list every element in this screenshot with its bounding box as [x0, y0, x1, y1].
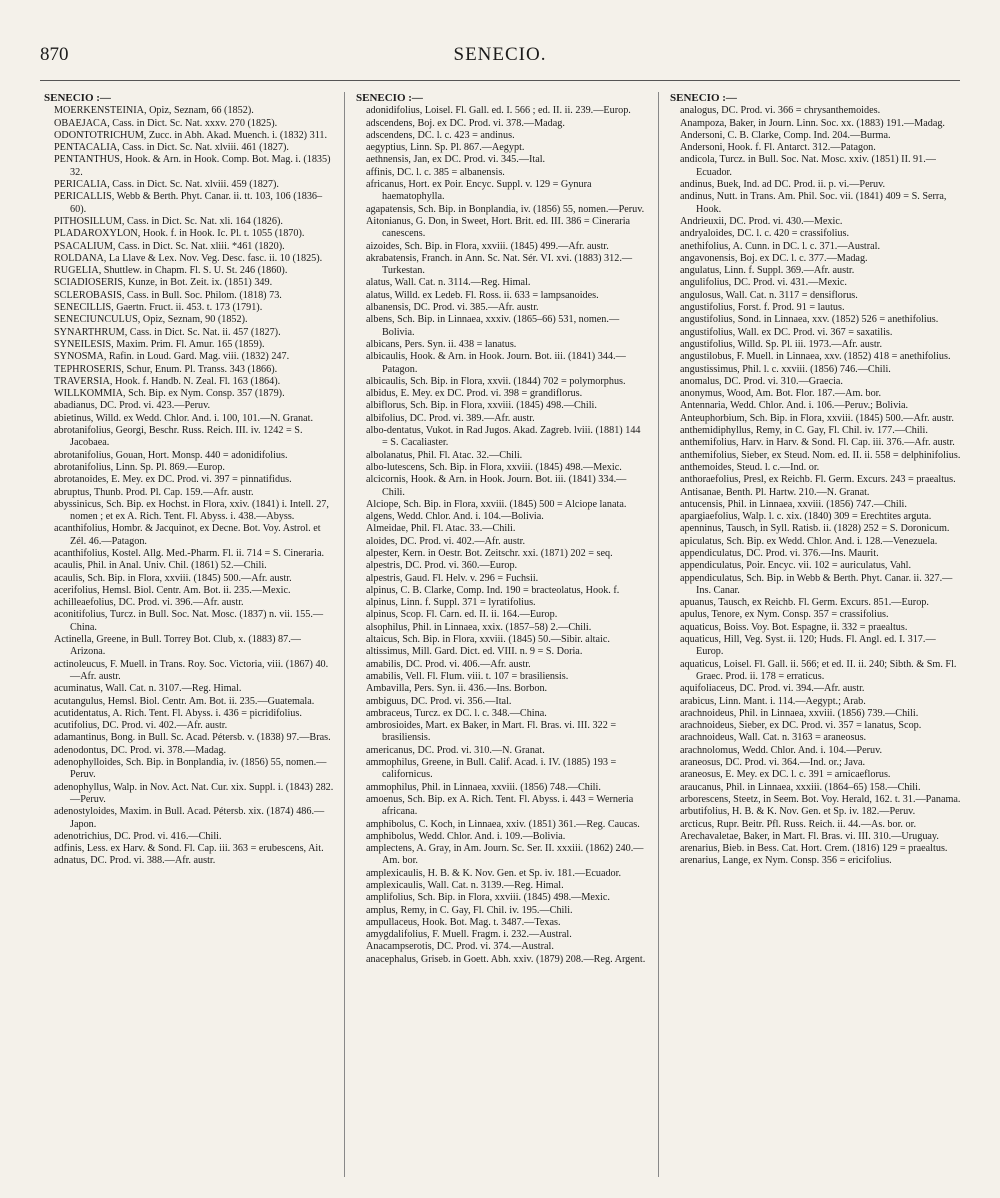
index-entry: Almeidae, Phil. Fl. Atac. 33.—Chili.: [366, 523, 516, 535]
index-entry: Antennaria, Wedd. Chlor. And. i. 106.—Peruv.; Bolivia.: [680, 400, 909, 412]
index-entry: Actinella, Greene, in Bull. Torrey Bot. Club, x. (1883) 87.—Arizona.: [54, 634, 301, 658]
index-entry: arborescens, Steetz, in Seem. Bot. Voy. Herald, 162. t. 31.—Panama.: [680, 793, 961, 805]
index-entry: algens, Wedd. Chlor. And. i. 104.—Bolivia.: [366, 511, 544, 523]
index-entry: adfinis, Less. ex Harv. & Sond. Fl. Cap. iii. 363 = erubescens, Ait.: [54, 843, 324, 855]
index-entry: amygdalifolius, F. Muell. Fragm. i. 232.—Austral.: [366, 929, 572, 941]
index-entry: TEPHROSERIS, Schur, Enum. Pl. Transs. 343 (1866).: [54, 363, 278, 375]
index-entry: RUGELIA, Shuttlew. in Chapm. Fl. S. U. St. 246 (1860).: [54, 265, 288, 277]
index-entry: andinus, Nutt. in Trans. Am. Phil. Soc. vii. (1841) 409 = S. Serra, Hook.: [680, 191, 947, 215]
index-entry: PITHOSILLUM, Cass. in Dict. Sc. Nat. xli. 164 (1826).: [54, 215, 283, 227]
index-entry: SCIADIOSERIS, Kunze, in Bot. Zeit. ix. (1851) 349.: [54, 277, 273, 289]
index-entry: appendiculatus, Sch. Bip. in Webb & Berth. Phyt. Canar. ii. 327.—Ins. Canar.: [680, 572, 953, 596]
index-entry: aquifoliaceus, DC. Prod. vi. 394.—Afr. austr.: [680, 683, 865, 695]
index-entry: ampullaceus, Hook. Bot. Mag. t. 3487.—Texas.: [366, 916, 561, 928]
index-entry: angustilobus, F. Muell. in Linnaea, xxv. (1852) 418 = anethifolius.: [680, 351, 951, 363]
index-entry: adamantinus, Bong. in Bull. Sc. Acad. Pétersb. v. (1838) 97.—Bras.: [54, 732, 331, 744]
index-entry: angustifolius, Forst. f. Prod. 91 = lautus.: [680, 302, 845, 314]
index-entry: amplexicaulis, Wall. Cat. n. 3139.—Reg. Himal.: [366, 880, 564, 891]
index-entry: Ambavilla, Pers. Syn. ii. 436.—Ins. Borbon.: [366, 683, 548, 695]
index-entry: abrotanifolius, Georgi, Beschr. Russ. Reich. III. iv. 1242 = S. Jacobaea.: [54, 425, 303, 449]
index-entry: Arechavaletae, Baker, in Mart. Fl. Bras. vi. III. 310.—Uruguay.: [680, 830, 939, 842]
index-entry: adscendens, DC. l. c. 423 = andinus.: [366, 129, 515, 141]
index-entry: albo-dentatus, Vukot. in Rad Jugos. Akad. Zagreb. lviii. (1881) 144 = S. Cacaliaster.: [366, 425, 641, 449]
index-entry: Anteuphorbium, Sch. Bip. in Flora, xxviii. (1845) 500.—Afr. austr.: [680, 412, 954, 424]
index-entry: SCLEROBASIS, Cass. in Bull. Soc. Philom. (1818) 73.: [54, 289, 282, 301]
index-entry: ambiguus, DC. Prod. vi. 356.—Ital.: [366, 695, 512, 707]
index-entry: abyssinicus, Sch. Bip. ex Hochst. in Flora, xxiv. (1841) i. Intell. 27, nomen ; et ex A. Rich. Tent. Fl. Abyss. i. 438.—Abyss.: [54, 498, 329, 523]
index-entry: anacephalus, Griseb. in Goett. Abh. xxiv. (1879) 208.—Reg. Argent.: [366, 953, 646, 965]
index-entry: PERICALLIS, Webb & Berth. Phyt. Canar. ii. tt. 103, 106 (1836–60).: [54, 191, 323, 215]
index-entry: araucanus, Phil. in Linnaea, xxxiii. (1864–65) 158.—Chili.: [680, 781, 921, 793]
index-entry: acutidentatus, A. Rich. Tent. Fl. Abyss. i. 436 = picridifolius.: [54, 707, 302, 719]
index-entry: abietinus, Willd. ex Wedd. Chlor. And. i. 100, 101.—N. Granat.: [54, 412, 313, 424]
index-entry: arenarius, Lange, ex Nym. Consp. 356 = ericifolius.: [680, 855, 892, 867]
header-rule: [40, 80, 960, 81]
index-entry: aconitifolius, Turcz. in Bull. Soc. Nat. Mosc. (1837) n. vii. 155.—China.: [54, 609, 324, 633]
index-entry: adenophylloides, Sch. Bip. in Bonplandia, iv. (1856) 55, nomen.—Peruv.: [54, 757, 327, 781]
index-entry: abadianus, DC. Prod. vi. 423.—Peruv.: [54, 400, 211, 412]
index-entry: PENTANTHUS, Hook. & Arn. in Hook. Comp. Bot. Mag. i. (1835) 32.: [54, 154, 331, 178]
index-entry: amphibolus, C. Koch, in Linnaea, xxiv. (1851) 361.—Reg. Caucas.: [366, 818, 640, 830]
index-entry: arbutifolius, H. B. & K. Nov. Gen. et Sp. iv. 182.—Peruv.: [680, 806, 916, 818]
index-entry: arachnoideus, Phil. in Linnaea, xxviii. (1856) 739.—Chili.: [680, 707, 919, 719]
index-entry: albifolius, DC. Prod. vi. 389.—Afr. austr.: [366, 412, 535, 424]
index-entry: anthemoides, Steud. l. c.—Ind. or.: [680, 461, 820, 473]
index-entry: apargiaefolius, Walp. l. c. xix. (1840) 309 = Erechtites arguta.: [680, 511, 932, 523]
index-entry: apulus, Tenore, ex Nym. Consp. 357 = crassifolius.: [680, 609, 889, 621]
index-entry: alcicornis, Hook. & Arn. in Hook. Journ. Bot. iii. (1841) 334.—Chili.: [366, 474, 627, 498]
index-entry: albicaulis, Hook. & Arn. in Hook. Journ. Bot. iii. (1841) 344.—Patagon.: [366, 351, 626, 375]
index-entry: alatus, Wall. Cat. n. 3114.—Reg. Himal.: [366, 277, 531, 289]
index-entry: SYNOSMA, Rafin. in Loud. Gard. Mag. viii. (1832) 247.: [54, 351, 290, 363]
index-entry: angustifolius, Sond. in Linnaea, xxv. (1852) 526 = anethifolius.: [680, 314, 939, 326]
index-entry: albens, Sch. Bip. in Linnaea, xxxiv. (1865–66) 531, nomen.—Bolivia.: [366, 314, 620, 338]
index-entry: angustifolius, Willd. Sp. Pl. iii. 1973.—Afr. austr.: [680, 338, 883, 350]
index-entry: PSACALIUM, Cass. in Dict. Sc. Nat. xliii. *461 (1820).: [54, 240, 285, 252]
index-entry: albidus, E. Mey. ex DC. Prod. vi. 398 = grandiflorus.: [366, 388, 583, 400]
index-entry: aquaticus, Hill, Veg. Syst. ii. 120; Huds. Fl. Angl. ed. I. 317.—Europ.: [680, 634, 936, 658]
page-number: 870: [40, 44, 69, 65]
index-entry: amphibolus, Wedd. Chlor. And. i. 109.—Bolivia.: [366, 830, 566, 842]
index-entry: aquaticus, Boiss. Voy. Bot. Espagne, ii. 332 = praealtus.: [680, 621, 908, 633]
index-entry: adenotrichius, DC. Prod. vi. 416.—Chili.: [54, 830, 222, 842]
column-divider: [344, 92, 345, 1177]
index-entry: achilleaefolius, DC. Prod. vi. 396.—Afr. austr.: [54, 597, 244, 609]
index-entry: anonymus, Wood, Am. Bot. Flor. 187.—Am. bor.: [680, 388, 882, 400]
column-heading: SENECIO :—: [356, 92, 423, 104]
index-entry: adonidifolius, Loisel. Fl. Gall. ed. I. 566 ; ed. II. ii. 239.—Europ.: [366, 105, 631, 117]
index-entry: acutifolius, DC. Prod. vi. 402.—Afr. austr.: [54, 720, 228, 732]
index-entry: abrotanoides, E. Mey. ex DC. Prod. vi. 397 = pinnatifidus.: [54, 474, 292, 486]
index-entry: anthemidiphyllus, Remy, in C. Gay, Fl. Chil. iv. 177.—Chili.: [680, 425, 928, 437]
index-entry: arachnoideus, Sieber, ex DC. Prod. vi. 357 = lanatus, Scop.: [680, 720, 922, 732]
column-heading: SENECIO :—: [670, 92, 737, 104]
index-entry: appendiculatus, Poir. Encyc. vii. 102 = auriculatus, Vahl.: [680, 560, 912, 572]
index-entry: altaicus, Sch. Bip. in Flora, xxviii. (1845) 50.—Sibir. altaic.: [366, 634, 610, 646]
index-entry: arachnolomus, Wedd. Chlor. And. i. 104.—Peruv.: [680, 744, 883, 756]
index-entry: anthemifolius, Harv. in Harv. & Sond. Fl. Cap. iii. 376.—Afr. austr.: [680, 437, 955, 449]
index-entry: amplifolius, Sch. Bip. in Flora, xxviii. (1845) 498.—Mexic.: [366, 892, 610, 904]
index-entry: andryaloides, DC. l. c. 420 = crassifolius.: [680, 228, 849, 240]
index-entry: acutangulus, Hemsl. Biol. Centr. Am. Bot. ii. 235.—Guatemala.: [54, 695, 315, 707]
index-entry: aegyptius, Linn. Sp. Pl. 867.—Aegypt.: [366, 142, 525, 154]
index-entry: apenninus, Tausch, in Syll. Ratisb. ii. (1828) 252 = S. Doronicum.: [680, 523, 950, 535]
index-entry: andicola, Turcz. in Bull. Soc. Nat. Mosc. xxiv. (1851) II. 91.—Ecuador.: [680, 154, 936, 178]
index-entry: albiflorus, Sch. Bip. in Flora, xxviii. (1845) 498.—Chili.: [366, 400, 597, 412]
page-title: SENECIO.: [453, 44, 547, 65]
index-entry: akrabatensis, Franch. in Ann. Sc. Nat. Sér. VI. xvi. (1883) 312.—Turkestan.: [366, 252, 633, 277]
index-entry: agapatensis, Sch. Bip. in Bonplandia, iv. (1856) 55, nomen.—Peruv.: [366, 203, 645, 215]
index-entry: acerifolius, Hemsl. Biol. Centr. Am. Bot. ii. 235.—Mexic.: [54, 584, 291, 596]
index-entry: appendiculatus, DC. Prod. vi. 376.—Ins. Maurit.: [680, 547, 879, 559]
index-entry: araneosus, E. Mey. ex DC. l. c. 391 = arnicaeflorus.: [680, 769, 891, 781]
index-entry: PENTACALIA, Cass. in Dict. Sc. Nat. xlviii. 461 (1827).: [54, 142, 289, 154]
index-entry: alpinus, Scop. Fl. Carn. ed. II. ii. 164.—Europ.: [366, 609, 558, 621]
index-entry: ammophilus, Phil. in Linnaea, xxviii. (1856) 748.—Chili.: [366, 781, 601, 793]
index-entry: Andersoni, C. B. Clarke, Comp. Ind. 204.—Burma.: [680, 129, 891, 141]
index-entry: OBAEJACA, Cass. in Dict. Sc. Nat. xxxv. 270 (1825).: [54, 117, 278, 129]
column-divider: [658, 92, 659, 1177]
index-entry: albicaulis, Sch. Bip. in Flora, xxvii. (1844) 702 = polymorphus.: [366, 375, 626, 387]
index-entry: angulifolius, DC. Prod. vi. 431.—Mexic.: [680, 277, 847, 289]
index-entry: ambrosioides, Mart. ex Baker, in Mart. Fl. Bras. vi. III. 322 = brasiliensis.: [366, 720, 617, 744]
index-entry: acanthifolius, Hombr. & Jacquinot, ex Decne. Bot. Voy. Astrol. et Zél. 46.—Patagon.: [54, 523, 321, 547]
index-entry: TRAVERSIA, Hook. f. Handb. N. Zeal. Fl. 163 (1864).: [54, 375, 281, 387]
index-entry: aquaticus, Loisel. Fl. Gall. ii. 566; et ed. II. ii. 240; Sibth. & Sm. Fl. Graec. Prod. ii. 178 = erraticus.: [680, 658, 957, 682]
index-entry: albanensis, DC. Prod. vi. 385.—Afr. austr.: [366, 302, 539, 314]
index-entry: ambraceus, Turcz. ex DC. l. c. 348.—China.: [366, 707, 547, 719]
index-entry: aethnensis, Jan, ex DC. Prod. vi. 345.—Ital.: [366, 154, 546, 166]
index-entry: albo-lutescens, Sch. Bip. in Flora, xxviii. (1845) 498.—Mexic.: [366, 461, 622, 473]
index-entry: amplectens, A. Gray, in Am. Journ. Sc. Ser. II. xxxiii. (1862) 240.—Am. bor.: [366, 843, 644, 867]
index-entry: acaulis, Sch. Bip. in Flora, xxviii. (1845) 500.—Afr. austr.: [54, 572, 292, 584]
index-entry: alatus, Willd. ex Ledeb. Fl. Ross. ii. 633 = lampsanoides.: [366, 289, 599, 301]
index-entry: acuminatus, Wall. Cat. n. 3107.—Reg. Himal.: [54, 683, 242, 695]
index-entry: aizoides, Sch. Bip. in Flora, xxviii. (1845) 499.—Afr. austr.: [366, 240, 609, 252]
index-entry: SYNARTHRUM, Cass. in Dict. Sc. Nat. ii. 457 (1827).: [54, 326, 281, 338]
index-entry: arenarius, Bieb. in Bess. Cat. Hort. Crem. (1816) 129 = praealtus.: [680, 843, 948, 855]
running-header: [40, 44, 960, 72]
index-entry: arachnoideus, Wall. Cat. n. 3163 = araneosus.: [680, 732, 867, 744]
index-entry: WILLKOMMIA, Sch. Bip. ex Nym. Consp. 357 (1879).: [54, 388, 285, 400]
column-2: [352, 92, 648, 1182]
index-entry: amabilis, DC. Prod. vi. 406.—Afr. austr.: [366, 658, 531, 670]
index-entry: alpinus, C. B. Clarke, Comp. Ind. 190 = bracteolatus, Hook. f.: [366, 584, 620, 596]
index-entry: amplexicaulis, H. B. & K. Nov. Gen. et Sp. iv. 181.—Ecuador.: [366, 867, 622, 879]
index-entry: anthoraefolius, Presl, ex Reichb. Fl. Germ. Excurs. 243 = praealtus.: [680, 474, 956, 486]
index-entry: alpinus, Linn. f. Suppl. 371 = lyratifolius.: [366, 597, 536, 609]
index-entry: anethifolius, A. Cunn. in DC. l. c. 371.—Austral.: [680, 240, 881, 252]
index-entry: anthemifolius, Sieber, ex Steud. Nom. ed. II. ii. 558 = delphinifolius.: [680, 449, 961, 461]
column-1: [40, 92, 336, 1182]
index-entry: adenostyloides, Maxim. in Bull. Acad. Pétersb. xix. (1874) 486.—Japon.: [54, 806, 325, 830]
index-entry: Alciope, Sch. Bip. in Flora, xxviii. (1845) 500 = Alciope lanata.: [366, 498, 627, 510]
index-entry: Anampoza, Baker, in Journ. Linn. Soc. xx. (1883) 191.—Madag.: [680, 117, 945, 129]
index-entry: adenophyllus, Walp. in Nov. Act. Nat. Cur. xix. Suppl. i. (1843) 282.—Peruv.: [54, 781, 334, 805]
index-entry: Andersoni, Hook. f. Fl. Antarct. 312.—Patagon.: [680, 142, 876, 154]
index-entry: amoenus, Sch. Bip. ex A. Rich. Tent. Fl. Abyss. i. 443 = Werneria africana.: [366, 793, 634, 818]
index-entry: africanus, Hort. ex Poir. Encyc. Suppl. v. 129 = Gynura haematophylla.: [366, 179, 592, 203]
index-entry: alpester, Kern. in Oestr. Bot. Zeitschr. xxi. (1871) 202 = seq.: [366, 547, 613, 559]
index-entry: alpestris, DC. Prod. vi. 360.—Europ.: [366, 560, 518, 572]
index-entry: albolanatus, Phil. Fl. Atac. 32.—Chili.: [366, 449, 523, 461]
index-entry: alsophilus, Phil. in Linnaea, xxix. (1857–58) 2.—Chili.: [366, 621, 592, 633]
index-entry: analogus, DC. Prod. vi. 366 = chrysanthemoides.: [680, 105, 881, 117]
index-entry: angulosus, Wall. Cat. n. 3117 = densiflorus.: [680, 289, 858, 301]
index-entry: americanus, DC. Prod. vi. 310.—N. Granat.: [366, 744, 545, 756]
index-entry: Aitonianus, G. Don, in Sweet, Hort. Brit. ed. III. 386 = Cineraria canescens.: [366, 215, 631, 240]
index-entry: aloides, DC. Prod. vi. 402.—Afr. austr.: [366, 535, 526, 547]
index-entry: acanthifolius, Kostel. Allg. Med.-Pharm. Fl. ii. 714 = S. Cineraria.: [54, 547, 325, 559]
index-entry: ROLDANA, La Llave & Lex. Nov. Veg. Desc. fasc. ii. 10 (1825).: [54, 252, 323, 264]
index-entry: apiculatus, Sch. Bip. ex Wedd. Chlor. And. i. 128.—Venezuela.: [680, 535, 938, 547]
index-entry: albicans, Pers. Syn. ii. 438 = lanatus.: [366, 338, 517, 350]
column-heading: SENECIO :—: [44, 92, 111, 104]
index-entry: SENECILLIS, Gaertn. Fruct. ii. 453. t. 173 (1791).: [54, 302, 263, 314]
index-entry: affinis, DC. l. c. 385 = albanensis.: [366, 166, 505, 178]
index-entry: actinoleucus, F. Muell. in Trans. Roy. Soc. Victoria, viii. (1867) 40.—Afr. austr.: [54, 658, 329, 682]
index-entry: acaulis, Phil. in Anal. Univ. Chil. (1861) 52.—Chili.: [54, 560, 267, 572]
index-entry: angustifolius, Wall. ex DC. Prod. vi. 367 = saxatilis.: [680, 326, 893, 338]
index-entry: SYNEILESIS, Maxim. Prim. Fl. Amur. 165 (1859).: [54, 338, 265, 350]
index-entry: abrotanifolius, Gouan, Hort. Monsp. 440 = adonidifolius.: [54, 449, 288, 461]
index-entry: Anacampserotis, DC. Prod. vi. 374.—Austral.: [366, 941, 554, 953]
index-entry: PLADAROXYLON, Hook. f. in Hook. Ic. Pl. t. 1055 (1870).: [54, 228, 305, 240]
index-entry: adenodontus, DC. Prod. vi. 378.—Madag.: [54, 744, 227, 756]
index-entry: amabilis, Vell. Fl. Flum. viii. t. 107 = brasiliensis.: [366, 670, 569, 682]
index-entry: arabicus, Linn. Mant. i. 114.—Aegypt.; Arab.: [680, 695, 866, 707]
index-entry: abruptus, Thunb. Prod. Pl. Cap. 159.—Afr. austr.: [54, 486, 254, 498]
index-entry: angulatus, Linn. f. Suppl. 369.—Afr. austr.: [680, 265, 855, 277]
index-entry: abrotanifolius, Linn. Sp. Pl. 869.—Europ.: [54, 461, 225, 473]
index-entry: apuanus, Tausch, ex Reichb. Fl. Germ. Excurs. 851.—Europ.: [680, 597, 929, 609]
index-entry: amplus, Remy, in C. Gay, Fl. Chil. iv. 195.—Chili.: [366, 904, 573, 916]
index-entry: ammophilus, Greene, in Bull. Calif. Acad. i. IV. (1885) 193 = californicus.: [366, 757, 617, 781]
index-entry: Andrieuxii, DC. Prod. vi. 430.—Mexic.: [680, 215, 843, 227]
index-entry: anomalus, DC. Prod. vi. 310.—Graecia.: [680, 375, 843, 387]
index-entry: adscendens, Boj. ex DC. Prod. vi. 378.—Madag.: [366, 117, 565, 129]
index-entry: PERICALIA, Cass. in Dict. Sc. Nat. xlviii. 459 (1827).: [54, 179, 279, 191]
index-entry: andinus, Buek, Ind. ad DC. Prod. ii. p. vi.—Peruv.: [680, 179, 886, 191]
index-entry: MOERKENSTEINIA, Opiz, Seznam, 66 (1852).: [54, 105, 254, 117]
index-entry: SENECIUNCULUS, Opiz, Seznam, 90 (1852).: [54, 314, 248, 326]
column-3: [666, 92, 962, 1182]
index-entry: arcticus, Rupr. Beitr. Pfl. Russ. Reich. ii. 44.—As. bor. or.: [680, 818, 917, 830]
index-entry: araneosus, DC. Prod. vi. 364.—Ind. or.; Java.: [680, 757, 866, 769]
index-entry: altissimus, Mill. Gard. Dict. ed. VIII. n. 9 = S. Doria.: [366, 646, 583, 658]
index-entry: Antisanae, Benth. Pl. Hartw. 210.—N. Granat.: [680, 486, 870, 498]
index-entry: adnatus, DC. Prod. vi. 388.—Afr. austr.: [54, 855, 216, 867]
index-entry: alpestris, Gaud. Fl. Helv. v. 296 = Fuchsii.: [366, 572, 539, 584]
index-entry: antucensis, Phil. in Linnaea, xxviii. (1856) 747.—Chili.: [680, 498, 907, 510]
index-entry: angavonensis, Boj. ex DC. l. c. 377.—Madag.: [680, 252, 868, 264]
index-entry: angustissimus, Phil. l. c. xxviii. (1856) 746.—Chili.: [680, 363, 891, 375]
index-entry: ODONTOTRICHUM, Zucc. in Abh. Akad. Muench. i. (1832) 311.: [54, 129, 328, 141]
